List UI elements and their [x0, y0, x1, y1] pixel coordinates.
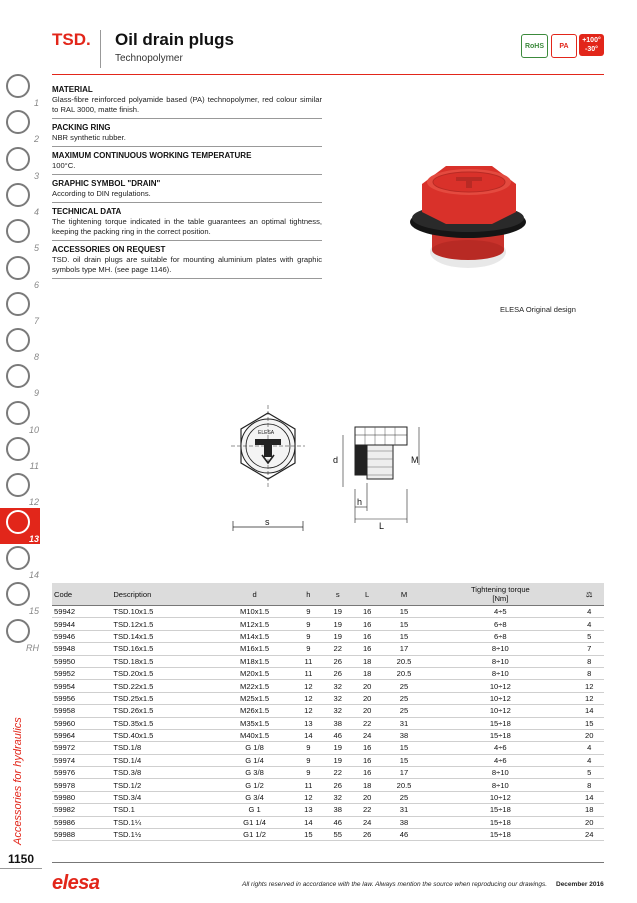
- table-cell: 15÷18: [426, 804, 574, 816]
- category-number: 14: [28, 569, 39, 580]
- table-cell: 5: [575, 767, 604, 779]
- table-cell: 26: [323, 667, 352, 679]
- category-rh-icon: [6, 619, 30, 643]
- column-header: ⚖: [575, 583, 604, 606]
- table-cell: G 1/4: [215, 754, 293, 766]
- sidebar-category-5[interactable]: [0, 217, 40, 253]
- table-cell: TSD.12x1.5: [111, 618, 215, 630]
- table-cell: 7: [575, 643, 604, 655]
- table-cell: 59974: [52, 754, 111, 766]
- sidebar-category-15[interactable]: [0, 580, 40, 616]
- table-cell: 59960: [52, 717, 111, 729]
- sidebar-category-4[interactable]: [0, 181, 40, 217]
- table-cell: G 1: [215, 804, 293, 816]
- table-cell: TSD.3/8: [111, 767, 215, 779]
- section-heading: PACKING RING: [52, 123, 111, 132]
- rohs-badge-icon: RoHS: [521, 34, 548, 58]
- category-number: 3: [33, 170, 39, 181]
- category-number: 12: [28, 497, 39, 508]
- table-cell: 14: [575, 791, 604, 803]
- category-3-icon: [6, 147, 30, 171]
- dim-label-M: M: [411, 455, 419, 465]
- table-cell: 15÷18: [426, 816, 574, 828]
- table-cell: 12: [575, 692, 604, 704]
- dim-label-L: L: [379, 521, 385, 531]
- table-cell: M40x1.5: [215, 729, 293, 741]
- table-cell: 15: [382, 606, 426, 618]
- table-cell: 5: [575, 630, 604, 642]
- page-number: 1150: [7, 852, 35, 866]
- column-header: Code: [52, 583, 111, 606]
- table-cell: 59976: [52, 767, 111, 779]
- table-cell: 4: [575, 754, 604, 766]
- section-text: 100°C.: [52, 161, 76, 170]
- table-cell: M18x1.5: [215, 655, 293, 667]
- column-header: Tightening torque [Nm]: [426, 583, 574, 606]
- table-cell: 59988: [52, 829, 111, 841]
- table-cell: 59948: [52, 643, 111, 655]
- photo-caption: ELESA Original design: [500, 305, 576, 314]
- title-divider: [100, 30, 101, 68]
- table-row: [52, 767, 604, 779]
- table-cell: 9: [294, 742, 323, 754]
- table-cell: M26x1.5: [215, 705, 293, 717]
- page-subtitle: Technopolymer: [115, 53, 183, 64]
- table-cell: 4÷5: [426, 606, 574, 618]
- table-cell: 9: [294, 618, 323, 630]
- table-cell: 20: [352, 705, 381, 717]
- table-cell: 59944: [52, 618, 111, 630]
- table-cell: 8÷10: [426, 767, 574, 779]
- table-cell: TSD.20x1.5: [111, 667, 215, 679]
- table-cell: 16: [352, 754, 381, 766]
- category-10-icon: [6, 401, 30, 425]
- table-cell: TSD.1/4: [111, 754, 215, 766]
- temp-min: -30°: [585, 46, 598, 53]
- table-cell: 10÷12: [426, 791, 574, 803]
- table-cell: 4: [575, 618, 604, 630]
- category-number: 15: [28, 606, 39, 617]
- category-11-icon: [6, 437, 30, 461]
- table-row: [52, 680, 604, 692]
- table-cell: 9: [294, 643, 323, 655]
- table-cell: TSD.40x1.5: [111, 729, 215, 741]
- category-13-icon: [6, 510, 30, 534]
- sidebar-category-13[interactable]: [0, 508, 40, 544]
- elesa-logo: elesa: [52, 872, 100, 894]
- technical-drawing: [225, 405, 425, 535]
- category-number: 7: [33, 315, 39, 326]
- table-cell: 19: [323, 754, 352, 766]
- column-header: Description: [111, 583, 215, 606]
- dim-label-d: d: [333, 455, 339, 465]
- table-cell: 9: [294, 606, 323, 618]
- table-cell: G 1/2: [215, 779, 293, 791]
- table-cell: 20: [352, 692, 381, 704]
- table-cell: TSD.22x1.5: [111, 680, 215, 692]
- table-cell: 38: [382, 729, 426, 741]
- table-cell: M14x1.5: [215, 630, 293, 642]
- table-cell: TSD.3/4: [111, 791, 215, 803]
- table-row: [52, 754, 604, 766]
- table-row: [52, 667, 604, 679]
- table-row: [52, 717, 604, 729]
- table-cell: M12x1.5: [215, 618, 293, 630]
- table-cell: 59972: [52, 742, 111, 754]
- table-cell: 20.5: [382, 779, 426, 791]
- table-cell: TSD.25x1.5: [111, 692, 215, 704]
- table-cell: 24: [352, 729, 381, 741]
- table-bottom-rule: [52, 862, 604, 863]
- table-cell: 16: [352, 767, 381, 779]
- side-view: [343, 427, 419, 523]
- table-cell: TSD.16x1.5: [111, 643, 215, 655]
- table-cell: 24: [352, 816, 381, 828]
- table-cell: 20: [575, 816, 604, 828]
- table-cell: 46: [382, 829, 426, 841]
- table-cell: 59942: [52, 606, 111, 618]
- sidebar-category-8[interactable]: [0, 326, 40, 362]
- table-row: [52, 643, 604, 655]
- table-cell: 10÷12: [426, 692, 574, 704]
- table-cell: 15: [294, 829, 323, 841]
- table-cell: 15: [575, 717, 604, 729]
- specifications-table: [52, 583, 604, 841]
- spec-section: [52, 206, 322, 241]
- table-cell: 13: [294, 717, 323, 729]
- table-cell: 31: [382, 804, 426, 816]
- sidebar-category-9[interactable]: [0, 362, 40, 398]
- category-number: 10: [28, 424, 39, 435]
- table-cell: TSD.1/2: [111, 779, 215, 791]
- table-cell: 11: [294, 655, 323, 667]
- table-cell: 20.5: [382, 655, 426, 667]
- table-cell: 19: [323, 630, 352, 642]
- table-cell: 15: [382, 754, 426, 766]
- table-cell: 59986: [52, 816, 111, 828]
- table-cell: 17: [382, 643, 426, 655]
- table-cell: 14: [294, 729, 323, 741]
- publication-date: December 2016: [556, 881, 604, 888]
- table-cell: 19: [323, 606, 352, 618]
- section-text: The tightening torque indicated in the table guarantees an optimal tightness, keeping the packing ring in the correct position.: [52, 217, 322, 236]
- table-cell: 10÷12: [426, 705, 574, 717]
- table-cell: TSD.1/8: [111, 742, 215, 754]
- table-cell: 19: [323, 742, 352, 754]
- table-cell: 12: [294, 692, 323, 704]
- table-cell: 59954: [52, 680, 111, 692]
- category-1-icon: [6, 74, 30, 98]
- section-heading: ACCESSORIES ON REQUEST: [52, 245, 166, 254]
- table-cell: 16: [352, 742, 381, 754]
- table-cell: M10x1.5: [215, 606, 293, 618]
- spec-section: [52, 122, 322, 147]
- table-cell: 8: [575, 667, 604, 679]
- section-text: According to DIN regulations.: [52, 189, 151, 198]
- table-cell: 17: [382, 767, 426, 779]
- table-cell: 8÷10: [426, 667, 574, 679]
- category-7-icon: [6, 292, 30, 316]
- table-cell: 16: [352, 606, 381, 618]
- table-cell: 19: [323, 618, 352, 630]
- table-cell: 16: [352, 618, 381, 630]
- table-cell: 59980: [52, 791, 111, 803]
- section-heading: TECHNICAL DATA: [52, 207, 122, 216]
- table-cell: 15÷18: [426, 729, 574, 741]
- table-cell: 18: [352, 779, 381, 791]
- table-cell: TSD.18x1.5: [111, 655, 215, 667]
- table-cell: 59946: [52, 630, 111, 642]
- table-cell: 59958: [52, 705, 111, 717]
- section-text: Glass-fibre reinforced polyamide based (PA) technopolymer, red colour similar to RAL 3000, matte finish.: [52, 95, 322, 114]
- header-rule: [52, 74, 604, 75]
- page-title: Oil drain plugs: [115, 30, 235, 49]
- table-cell: 38: [323, 717, 352, 729]
- sidebar-category-rh[interactable]: [0, 617, 40, 653]
- dim-label-h: h: [357, 497, 363, 507]
- table-cell: TSD.1½: [111, 829, 215, 841]
- table-cell: 14: [575, 705, 604, 717]
- table-cell: 12: [294, 680, 323, 692]
- table-cell: 22: [323, 767, 352, 779]
- table-row: [52, 791, 604, 803]
- table-cell: 31: [382, 717, 426, 729]
- table-cell: 4÷6: [426, 754, 574, 766]
- table-cell: 15: [382, 742, 426, 754]
- sidebar-category-2[interactable]: [0, 108, 40, 144]
- category-number: 4: [33, 206, 39, 217]
- table-cell: 22: [352, 717, 381, 729]
- table-cell: 26: [352, 829, 381, 841]
- table-cell: 6÷8: [426, 618, 574, 630]
- table-cell: 46: [323, 816, 352, 828]
- table-cell: 59982: [52, 804, 111, 816]
- table-cell: 38: [323, 804, 352, 816]
- category-number: 2: [33, 134, 39, 145]
- table-row: [52, 655, 604, 667]
- table-cell: 20.5: [382, 667, 426, 679]
- table-cell: 15÷18: [426, 717, 574, 729]
- pa-material-badge-icon: PA: [551, 34, 577, 58]
- table-cell: 4: [575, 606, 604, 618]
- table-cell: 11: [294, 667, 323, 679]
- category-6-icon: [6, 256, 30, 280]
- table-cell: 59978: [52, 779, 111, 791]
- sidebar-category-12[interactable]: [0, 471, 40, 507]
- category-number: 6: [33, 279, 39, 290]
- table-cell: TSD.1¼: [111, 816, 215, 828]
- spec-section: [52, 150, 322, 175]
- sidebar-category-3[interactable]: [0, 145, 40, 181]
- table-cell: 18: [352, 655, 381, 667]
- table-cell: TSD.1: [111, 804, 215, 816]
- table-cell: 32: [323, 705, 352, 717]
- table-cell: TSD.14x1.5: [111, 630, 215, 642]
- table-cell: 15: [382, 630, 426, 642]
- table-cell: 8: [575, 779, 604, 791]
- table-cell: 18: [575, 804, 604, 816]
- category-number: 9: [33, 388, 39, 399]
- table-cell: 22: [352, 804, 381, 816]
- category-number: 1: [33, 98, 39, 108]
- table-cell: 26: [323, 655, 352, 667]
- category-number: 5: [33, 243, 39, 254]
- table-cell: 24: [575, 829, 604, 841]
- temp-max: +100°: [582, 37, 601, 44]
- table-cell: 11: [294, 779, 323, 791]
- table-cell: 20: [352, 791, 381, 803]
- table-cell: 4: [575, 742, 604, 754]
- table-cell: 6÷8: [426, 630, 574, 642]
- section-heading: MATERIAL: [52, 85, 93, 94]
- section-text: TSD. oil drain plugs are suitable for mounting aluminium plates with graphic symbols type MH. (see page 1146).: [52, 255, 322, 274]
- section-heading: GRAPHIC SYMBOL "DRAIN": [52, 179, 161, 188]
- table-cell: 12: [294, 705, 323, 717]
- table-cell: 9: [294, 630, 323, 642]
- category-12-icon: [6, 473, 30, 497]
- sidebar-category-10[interactable]: [0, 399, 40, 435]
- description-block: [52, 84, 322, 282]
- table-cell: 32: [323, 692, 352, 704]
- plug-logo-text: ELESA: [258, 430, 275, 436]
- sidebar-category-6[interactable]: [0, 254, 40, 290]
- column-header: L: [352, 583, 381, 606]
- sidebar-category-11[interactable]: [0, 435, 40, 471]
- table-cell: 4÷6: [426, 742, 574, 754]
- table-cell: 25: [382, 705, 426, 717]
- table-cell: 22: [323, 643, 352, 655]
- table-cell: G1 1/4: [215, 816, 293, 828]
- table-cell: 38: [382, 816, 426, 828]
- section-text: NBR synthetic rubber.: [52, 133, 126, 142]
- table-cell: 46: [323, 729, 352, 741]
- table-cell: 59952: [52, 667, 111, 679]
- table-cell: 8÷10: [426, 643, 574, 655]
- section-vertical-label: [10, 700, 34, 845]
- table-cell: TSD.10x1.5: [111, 606, 215, 618]
- category-4-icon: [6, 183, 30, 207]
- table-row: [52, 692, 604, 704]
- table-cell: 20: [575, 729, 604, 741]
- table-cell: G 3/8: [215, 767, 293, 779]
- column-header: h: [294, 583, 323, 606]
- table-row: [52, 618, 604, 630]
- dim-label-s: s: [265, 517, 270, 527]
- sidebar-category-1[interactable]: [0, 72, 40, 108]
- table-cell: 18: [352, 667, 381, 679]
- category-8-icon: [6, 328, 30, 352]
- category-2-icon: [6, 110, 30, 134]
- table-cell: TSD.35x1.5: [111, 717, 215, 729]
- table-cell: 59964: [52, 729, 111, 741]
- table-row: [52, 705, 604, 717]
- table-cell: 9: [294, 767, 323, 779]
- table-cell: M25x1.5: [215, 692, 293, 704]
- vertical-label-text: Accessories for hydraulics: [12, 717, 24, 845]
- table-cell: 9: [294, 754, 323, 766]
- table-cell: TSD.26x1.5: [111, 705, 215, 717]
- page-number-rule: [0, 868, 42, 869]
- table-cell: 8÷10: [426, 655, 574, 667]
- column-header: s: [323, 583, 352, 606]
- table-cell: M35x1.5: [215, 717, 293, 729]
- table-header-row: [52, 583, 604, 606]
- table-cell: 15: [382, 618, 426, 630]
- table-row: [52, 606, 604, 618]
- table-row: [52, 779, 604, 791]
- category-number: 13: [28, 533, 39, 544]
- table-cell: 55: [323, 829, 352, 841]
- table-cell: G1 1/2: [215, 829, 293, 841]
- table-cell: 15÷18: [426, 829, 574, 841]
- table-cell: 25: [382, 791, 426, 803]
- table-row: [52, 742, 604, 754]
- category-15-icon: [6, 582, 30, 606]
- column-header: d: [215, 583, 293, 606]
- table-cell: 10÷12: [426, 680, 574, 692]
- section-heading: MAXIMUM CONTINUOUS WORKING TEMPERATURE: [52, 151, 252, 160]
- table-cell: 14: [294, 816, 323, 828]
- table-row: [52, 816, 604, 828]
- table-cell: 59956: [52, 692, 111, 704]
- table-cell: 32: [323, 680, 352, 692]
- category-9-icon: [6, 364, 30, 388]
- table-cell: M22x1.5: [215, 680, 293, 692]
- table-cell: 12: [575, 680, 604, 692]
- table-row: [52, 804, 604, 816]
- product-code: TSD.: [52, 30, 91, 49]
- table-cell: M16x1.5: [215, 643, 293, 655]
- table-row: [52, 829, 604, 841]
- spec-section: [52, 178, 322, 203]
- table-cell: G 3/4: [215, 791, 293, 803]
- table-cell: 32: [323, 791, 352, 803]
- category-number: RH: [26, 642, 39, 653]
- table-cell: 25: [382, 692, 426, 704]
- category-number: 11: [29, 461, 39, 471]
- column-header: M: [382, 583, 426, 606]
- table-row: [52, 630, 604, 642]
- table-cell: 12: [294, 791, 323, 803]
- product-photo: [398, 160, 538, 275]
- table-cell: G 1/8: [215, 742, 293, 754]
- temperature-badge-icon: [579, 34, 604, 56]
- table-cell: 16: [352, 643, 381, 655]
- table-cell: 8÷10: [426, 779, 574, 791]
- category-number: 8: [33, 352, 39, 363]
- table-cell: 16: [352, 630, 381, 642]
- table-cell: 25: [382, 680, 426, 692]
- table-cell: 8: [575, 655, 604, 667]
- category-5-icon: [6, 219, 30, 243]
- sidebar-category-14[interactable]: [0, 544, 40, 580]
- spec-section: [52, 244, 322, 279]
- table-row: [52, 729, 604, 741]
- spec-section: [52, 84, 322, 119]
- table-cell: M20x1.5: [215, 667, 293, 679]
- front-view: [231, 405, 305, 531]
- table-cell: 59950: [52, 655, 111, 667]
- sidebar-category-7[interactable]: [0, 290, 40, 326]
- table-cell: 20: [352, 680, 381, 692]
- table-cell: 26: [323, 779, 352, 791]
- table-cell: 13: [294, 804, 323, 816]
- category-14-icon: [6, 546, 30, 570]
- copyright-notice: All rights reserved in accordance with the law. Always mention the source when reproducing our drawings.: [242, 881, 548, 888]
